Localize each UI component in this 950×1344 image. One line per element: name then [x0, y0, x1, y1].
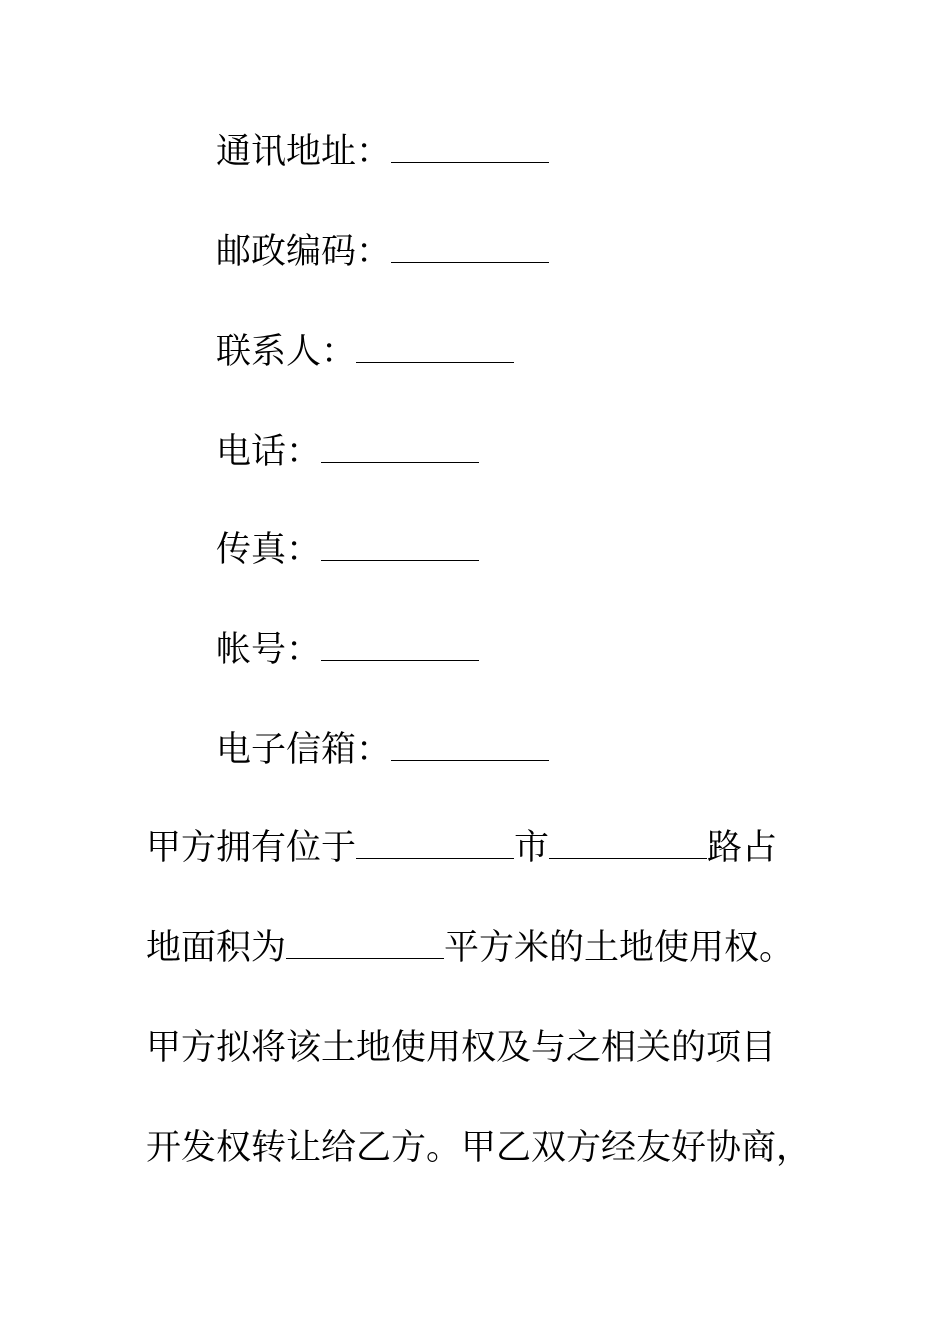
field-phone [0, 422, 950, 482]
text-segment: 地面积为 [146, 928, 287, 968]
field-email [0, 720, 950, 780]
paragraph-line-3: 甲方拟将该土地使用权及与之相关的项目 [146, 1028, 777, 1068]
field-label: 电话： [216, 432, 322, 472]
text-segment: 甲方拥有位于 [146, 828, 357, 868]
blank-area [286, 930, 444, 959]
field-label: 邮政编码： [216, 232, 392, 272]
blank-line [391, 732, 549, 761]
text-segment: 市 [514, 828, 550, 868]
blank-line [391, 234, 549, 263]
field-label: 帐号： [216, 630, 322, 670]
paragraph-line-4: 开发权转让给乙方。甲乙双方经友好协商， [146, 1128, 812, 1168]
blank-line [321, 632, 479, 661]
field-label: 联系人： [216, 332, 357, 372]
blank-line [356, 334, 514, 363]
field-mailing-address [0, 122, 950, 182]
blank-line [321, 532, 479, 561]
blank-line [391, 134, 549, 163]
field-contact-person [0, 322, 950, 382]
blank-line [321, 434, 479, 463]
field-label: 电子信箱： [216, 730, 392, 770]
field-label: 传真： [216, 530, 322, 570]
field-account-number [0, 620, 950, 680]
paragraph-line-2 [0, 918, 950, 978]
blank-road [549, 830, 707, 859]
text-segment: 路占 [707, 828, 778, 868]
field-fax [0, 520, 950, 580]
field-label: 通讯地址： [216, 132, 392, 172]
field-postal-code [0, 222, 950, 282]
text-segment: 平方米的土地使用权。 [444, 928, 795, 968]
blank-city [356, 830, 514, 859]
paragraph-line-1 [0, 818, 950, 878]
